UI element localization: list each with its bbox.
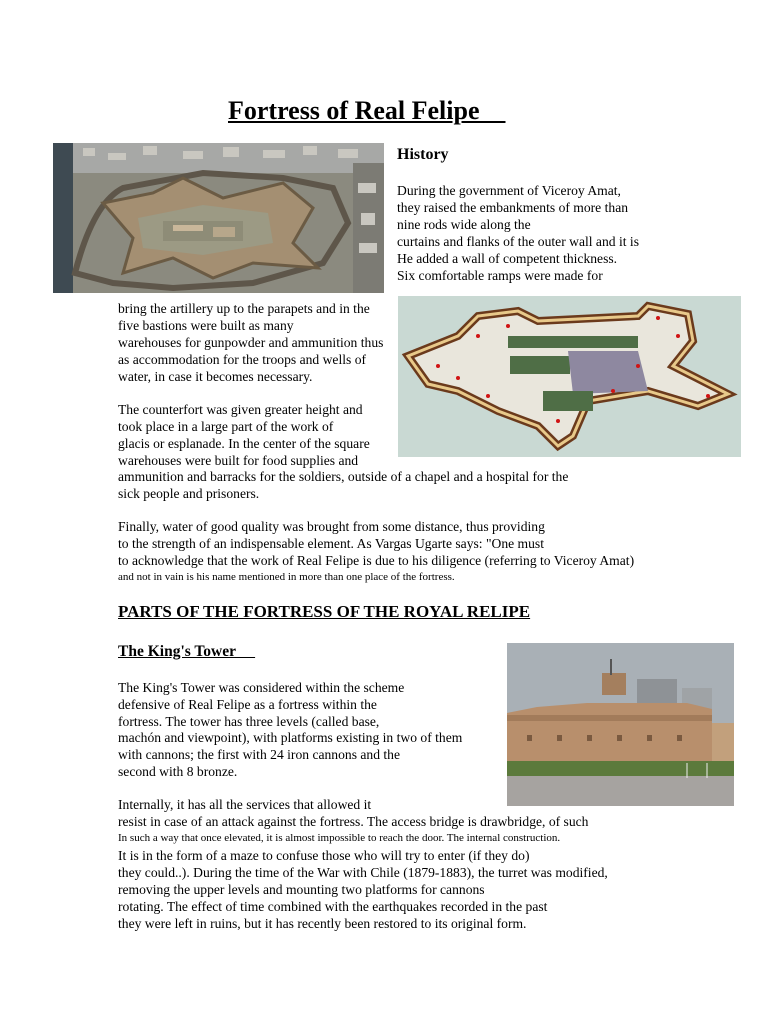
text-line: warehouses were built for food supplies and [118,453,359,468]
text-line: In such a way that once elevated, it is almost impossible to reach the door. The internal construction. [118,832,561,844]
text-line: with cannons; the first with 24 iron cannons and the [118,747,401,762]
fortress-plan-image [398,296,741,457]
text-line: machón and viewpoint), with platforms existing in two of them [118,730,463,745]
text-line: resist in case of an attack against the fortress. The access bridge is drawbridge, of such [118,814,589,829]
text-line: they raised the embankments of more than [397,200,629,215]
text-line: nine rods wide along the [397,217,531,232]
text-line: to acknowledge that the work of Real Felipe is due to his diligence (referring to Viceroy Amat) [118,553,635,568]
text-line: He added a wall of competent thickness. [397,251,618,266]
text-line: they could..). During the time of the War with Chile (1879-1883), the turret was modified, [118,865,608,880]
text-line: took place in a large part of the work of [118,419,334,434]
text-line: glacis or esplanade. In the center of the square [118,436,370,451]
text-line: ammunition and barracks for the soldiers, outside of a chapel and a hospital for the [118,469,569,484]
kings-tower-heading: The King's Tower [118,643,256,660]
text-line: and not in vain is his name mentioned in more than one place of the fortress. [118,571,455,583]
parts-heading: PARTS OF THE FORTRESS OF THE ROYAL RELIPE [118,602,531,621]
text-line: water, in case it becomes necessary. [118,369,313,384]
text-line: bring the artillery up to the parapets and in the [118,301,370,316]
text-line: warehouses for gunpowder and ammunition thus [118,335,384,350]
text-line: fortress. The tower has three levels (called base, [118,714,380,729]
kings-tower-photo [507,643,734,806]
history-heading: History [397,146,449,163]
text-line: defensive of Real Felipe as a fortress within the [118,697,377,712]
text-line: removing the upper levels and mounting two platforms for cannons [118,882,485,897]
text-line: The King's Tower was considered within the scheme [118,680,405,695]
text-line: curtains and flanks of the outer wall and it is [397,234,639,249]
text-line: sick people and prisoners. [118,486,260,501]
text-line: rotating. The effect of time combined with the earthquakes recorded in the past [118,899,548,914]
text-line: During the government of Viceroy Amat, [397,183,621,198]
text-line: as accommodation for the troops and wells of [118,352,367,367]
text-line: five bastions were built as many [118,318,294,333]
text-line: Six comfortable ramps were made for [397,268,603,283]
text-line: It is in the form of a maze to confuse those who will try to enter (if they do) [118,848,530,863]
aerial-fortress-photo [53,143,384,293]
page-title: Fortress of Real Felipe [228,96,506,125]
text-line: they were left in ruins, but it has recently been restored to its original form. [118,916,527,931]
text-line: to the strength of an indispensable element. As Vargas Ugarte says: "One must [118,536,544,551]
text-line: Internally, it has all the services that allowed it [118,797,372,812]
text-line: Finally, water of good quality was brought from some distance, thus providing [118,519,545,534]
text-line: The counterfort was given greater height and [118,402,363,417]
text-line: second with 8 bronze. [118,764,238,779]
